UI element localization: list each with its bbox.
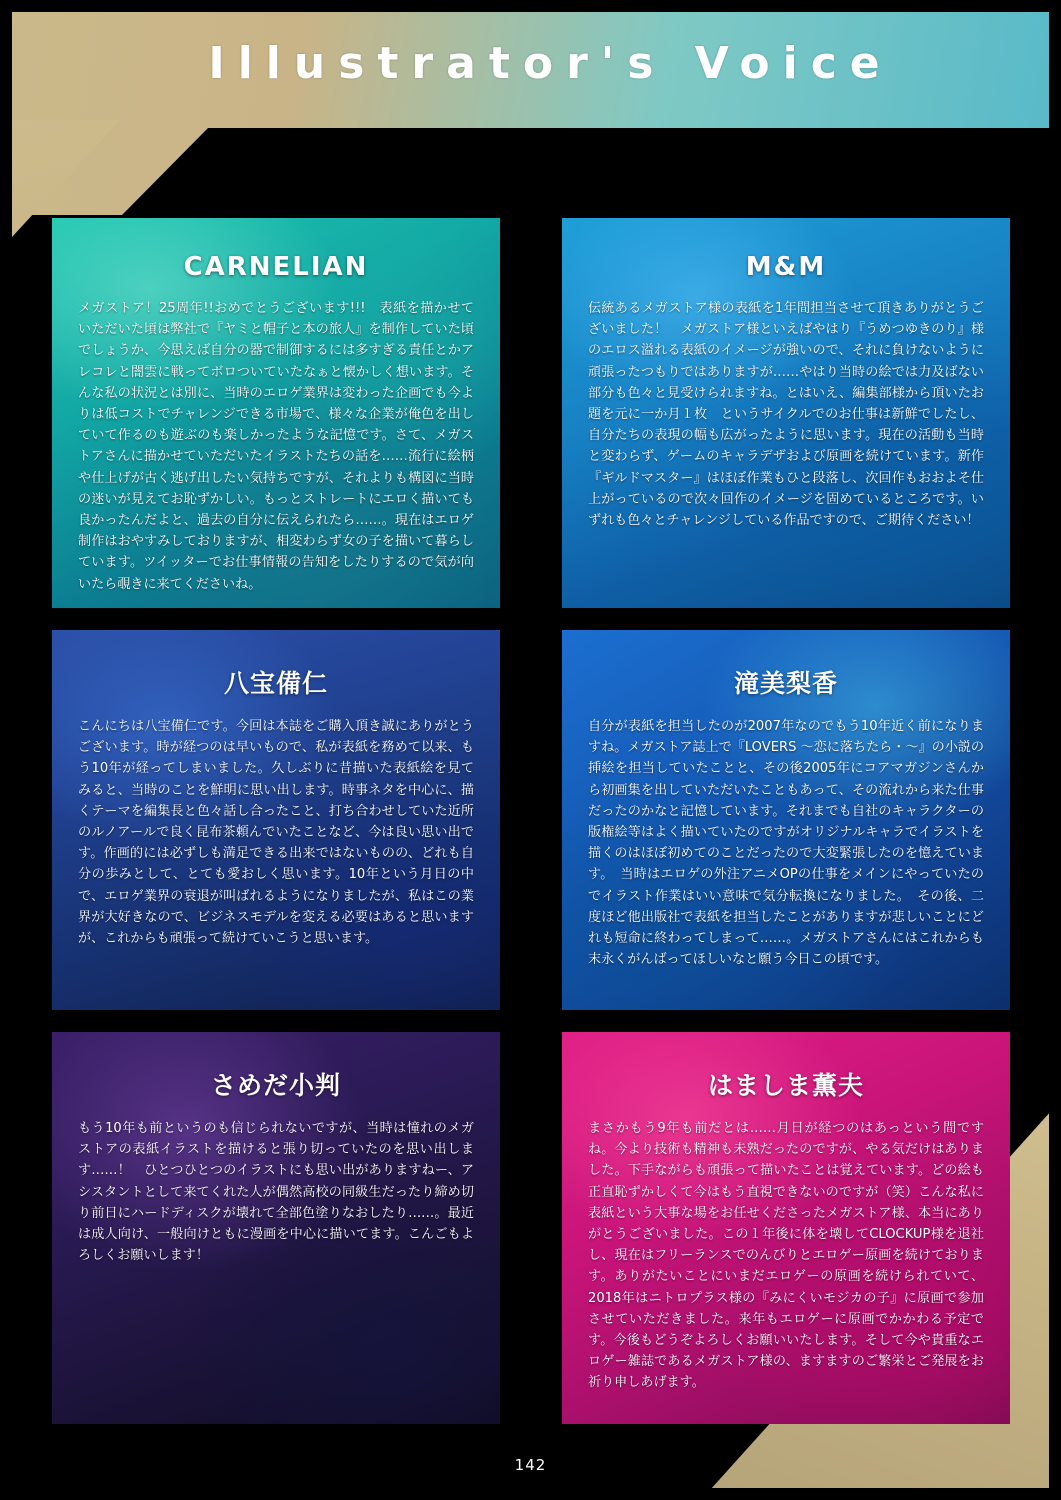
illustrator-name: M&M	[745, 252, 827, 282]
illustrator-name: 八宝備仁	[223, 669, 328, 698]
illustrator-comment: 自分が表紙を担当したのが2007年なのでもう10年近く前になりますね。メガストア誌上で『LOVERS ～恋に落ちたら・～』の小説の挿絵を担当していたことと、その後2005年にコアマガジンさんから初画集を出していただいたこともあって、その流れから来た仕事だったのかなと記憶しています。それまでも自社のキャラクターの版権絵等はよく描いていたのですがオリジナルキャラでイラストを描くのはほぼ初めてのことだったので大変緊張したのを憶えています。 当時はエロゲの外注アニメOPの仕事をメインにやっていたのでイラスト作業はいい意味で気分転換になりました。 その後、二度ほど他出版社で表紙を担当したことがありますが悲しいことにどれも短命に終わってしまって……。メガストアさんにはこれからも末永くがんばってほしいなと願う今日この頃です。	[588, 719, 984, 968]
illustrator-name: はましま薫夫	[707, 1071, 864, 1100]
illustrator-comment: もう10年も前というのも信じられないですが、当時は憧れのメガストアの表紙イラストを描けると張り切っていたのを思い出します……！ ひとつひとつのイラストにも思い出がありますねー、アシスタントとして来てくれた人が偶然高校の同級生だったり締め切り前日にハードディスクが壊れて全部色塗りなおしたり……。最近は成人向け、一般向けともに漫画を中心に描いてます。こんごもよろしくお願いします！	[78, 1121, 474, 1264]
illustrator-name: CARNELIAN	[183, 252, 369, 282]
illustrator-panel	[52, 1032, 500, 1424]
top-banner-decoration	[0, 0, 1061, 215]
illustrator-name: 滝美梨香	[733, 669, 838, 698]
illustrator-panel	[52, 630, 500, 1010]
page-number: 142	[514, 1456, 547, 1474]
illustrator-comment: こんにちは八宝備仁です。今回は本誌をご購入頂き誠にありがとうございます。時が経つのは早いもので、私が表紙を務めて以来、もう10年が経ってしまいました。久しぶりに昔描いた表紙絵を見てみると、当時のことを鮮明に思い出します。時事ネタを中心に、描くテーマを編集長と色々話し合ったこと、打ち合わせしていた近所のルノアールで良く昆布茶頼んでいたことなど、今は良い思い出です。作画的には必ずしも満足できる出来ではないものの、どれも自分の歩みとして、とても愛おしく思います。10年という月日の中で、エロゲ業界の衰退が叫ばれるようになりましたが、私はこの業界が大好きなので、ビジネスモデルを変える必要はあると思いますが、これからも頑張って続けていこうと思います。	[78, 719, 474, 947]
illustrator-comment: まさかもう9年も前だとは……月日が経つのはあっという間ですね。今より技術も精神も未熟だったのですが、やる気だけはありました。下手ながらも頑張って描いたことは覚えています。どの絵も正直恥ずかしくて今はもう直視できないのですが（笑）こんな私に表紙という大事な場をお任せくださったメガストア様、本当にありがとうございました。この１年後に体を壊してCLOCKUP様を退社し、現在はフリーランスでのんびりとエロゲー原画を続けております。ありがたいことにいまだエロゲーの原画を続けられていて、2018年はニトロプラス様の『みにくいモジカの子』に原画で参加させていただきました。来年もエロゲーに原画でかかわる予定です。今後もどうぞよろしくお願いいたします。そして今や貴重なエロゲー雑誌であるメガストア様の、ますますのご繁栄とご発展をお祈り申しあげます。	[588, 1121, 984, 1391]
illustrator-comment: 伝統あるメガストア様の表紙を1年間担当させて頂きありがとうございました！ メガストア様といえばやはり『うめつゆきのり』様のエロス溢れる表紙のイメージが強いので、それに負けないように頑張ったつもりではありますが……やはり当時の絵では力及ばない部分も色々と見受けられますね。とはいえ、編集部様から頂いたお題を元に一か月１枚 というサイクルでのお仕事は新鮮でしたし、自分たちの表現の幅も広がったように思います。現在の活動も当時と変わらず、ゲームのキャラデザおよび原画を続けています。新作『ギルドマスター』はほぼ作業もひと段落し、次回作もおおよそ仕上がっているので次々回作のイメージを固めているところです。いずれも色々とチャレンジしている作品ですので、ご期待ください！	[588, 301, 984, 529]
illustrator-panel	[562, 1032, 1010, 1424]
illustrator-panel	[562, 630, 1010, 1010]
illustrator-name: さめだ小判	[210, 1071, 341, 1100]
page-title: Illustrator's Voice	[208, 38, 893, 89]
illustrator-comment: メガストア！25周年!!おめでとうございます!!! 表紙を描かせていただいた頃は弊社で『ヤミと帽子と本の旅人』を制作していた頃でしょうか、今思えば自分の器で制御するには多すぎる責任とかアレコレと闇雲に戦ってボロついていたなぁと懐かしく想います。そんな私の状況とは別に、当時のエロゲ業界は変わった企画でも今よりは低コストでチャレンジできる市場で、様々な企業が俺色を出していて作るのも遊ぶのも楽しかったような記憶です。さて、メガストアさんに描かせていただいたイラストたちの話を……流行に絵柄や仕上げが古く逃げ出したい気持ちですが、それよりも構図に当時の迷いが見えてお恥ずかしい。もっとストレートにエロく描いても良かったんだよと、過去の自分に伝えられたら……。現在はエロゲ制作はおやすみしておりますが、相変わらず女の子を描いて暮らしています。ツイッターでお仕事情報の告知をしたりするので気が向いたら覗きに来てくださいね。	[78, 301, 474, 592]
illustrator-panel	[52, 218, 500, 608]
illustrator-panel	[562, 218, 1010, 608]
illustrator-panel-grid	[52, 218, 1012, 1424]
